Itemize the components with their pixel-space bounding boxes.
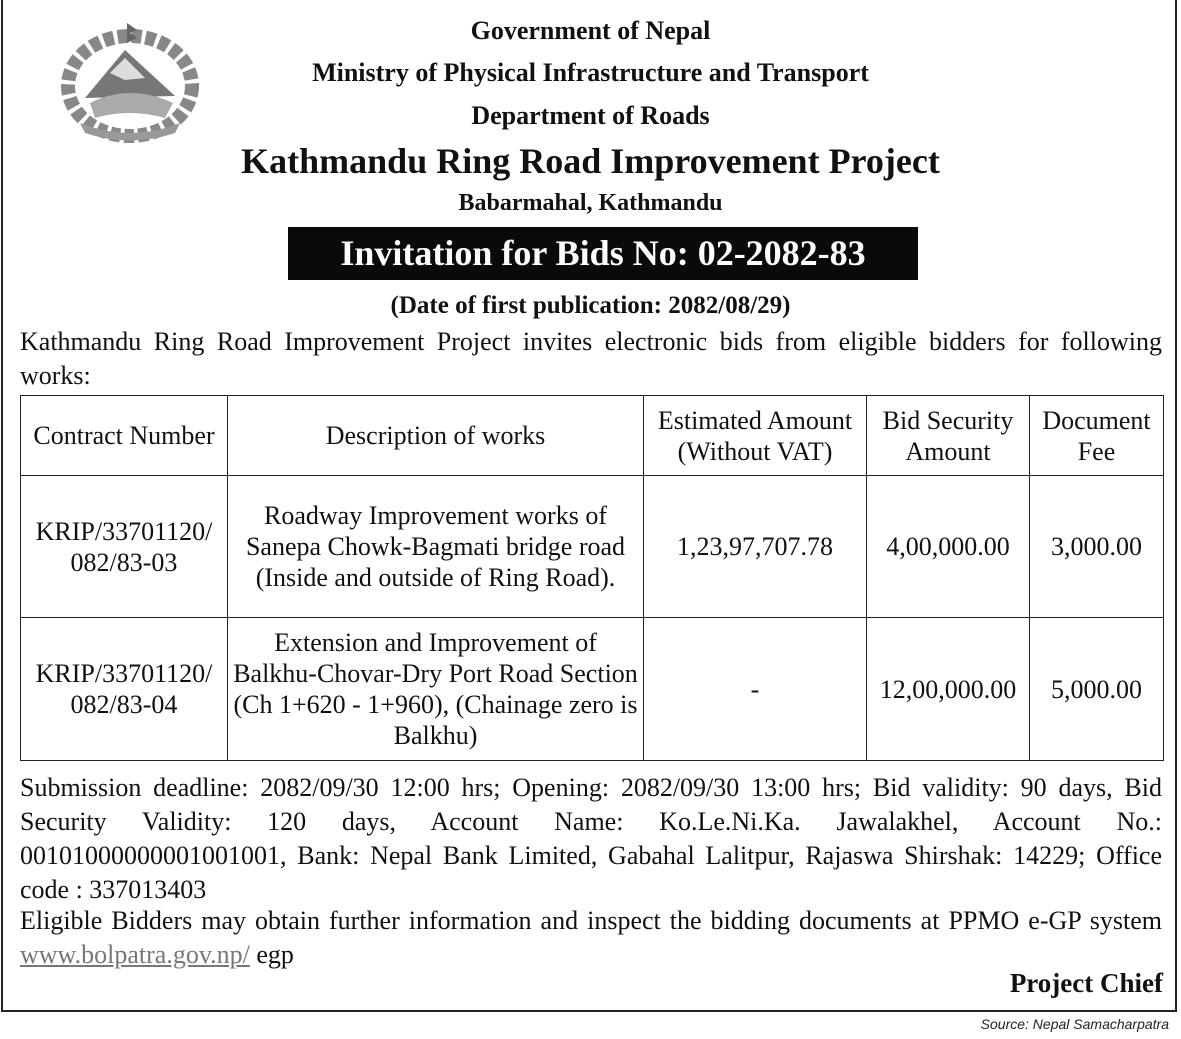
header-bid-security: Bid Security Amount — [867, 396, 1030, 476]
info-text-end: egp — [249, 940, 294, 969]
header-description: Description of works — [228, 396, 644, 476]
project-title: Kathmandu Ring Road Improvement Project — [241, 141, 940, 181]
department-title: Department of Roads — [471, 101, 710, 130]
submission-details: Submission deadline: 2082/09/30 12:00 hrs; Opening: 2082/09/30 13:00 hrs; Bid validity: 90 days, Bid Security Validity: 120 days, Account Name: Ko.Le.Ni.Ka. Jawalakhel, Account No.: 00101000000001001001, Bank: Nepal Bank Limited, Gabahal Lalitpur, Rajaswa Shirshak: 14229; Office code : 337013403 — [20, 773, 1162, 904]
bid-security: 12,00,000.00 — [867, 618, 1030, 761]
ifb-number-banner: Invitation for Bids No: 02-2082-83 — [288, 227, 918, 280]
estimated-amount: - — [644, 618, 867, 761]
header-document-fee: Document Fee — [1030, 396, 1164, 476]
document-fee: 3,000.00 — [1030, 476, 1164, 618]
info-text: Eligible Bidders may obtain further information and inspect the bidding documents at PPMO e-GP system — [20, 906, 1162, 935]
contract-number: KRIP/33701120/ 082/83-03 — [21, 476, 228, 618]
ministry-title: Ministry of Physical Infrastructure and Transport — [312, 58, 869, 87]
signature-project-chief: Project Chief — [1009, 968, 1163, 998]
table-row — [21, 618, 1164, 761]
header-estimated-amount: Estimated Amount (Without VAT) — [644, 396, 867, 476]
estimated-amount: 1,23,97,707.78 — [644, 476, 867, 618]
table-header-row — [21, 396, 1164, 476]
bolpatra-link[interactable]: www.bolpatra.gov.np/ — [20, 940, 250, 969]
header-contract-number: Contract Number — [21, 396, 228, 476]
work-description: Extension and Improvement of Balkhu-Chovar-Dry Port Road Section (Ch 1+620 - 1+960), (Chainage zero is Balkhu) — [228, 618, 644, 761]
publication-date: (Date of first publication: 2082/08/29) — [390, 292, 791, 319]
info-paragraph — [20, 904, 1162, 972]
bid-table — [20, 395, 1164, 761]
government-title: Government of Nepal — [470, 16, 711, 45]
document-fee: 5,000.00 — [1030, 618, 1164, 761]
work-description: Roadway Improvement works of Sanepa Chowk-Bagmati bridge road (Inside and outside of Ring Road). — [228, 476, 644, 618]
intro-paragraph: Kathmandu Ring Road Improvement Project invites electronic bids from eligible bidders for following works: — [20, 327, 1162, 390]
table-row — [21, 476, 1164, 618]
project-location: Babarmahal, Kathmandu — [458, 190, 723, 216]
bid-security: 4,00,000.00 — [867, 476, 1030, 618]
source-credit: Source: Nepal Samacharpatra — [980, 1016, 1169, 1032]
contract-number: KRIP/33701120/ 082/83-04 — [21, 618, 228, 761]
